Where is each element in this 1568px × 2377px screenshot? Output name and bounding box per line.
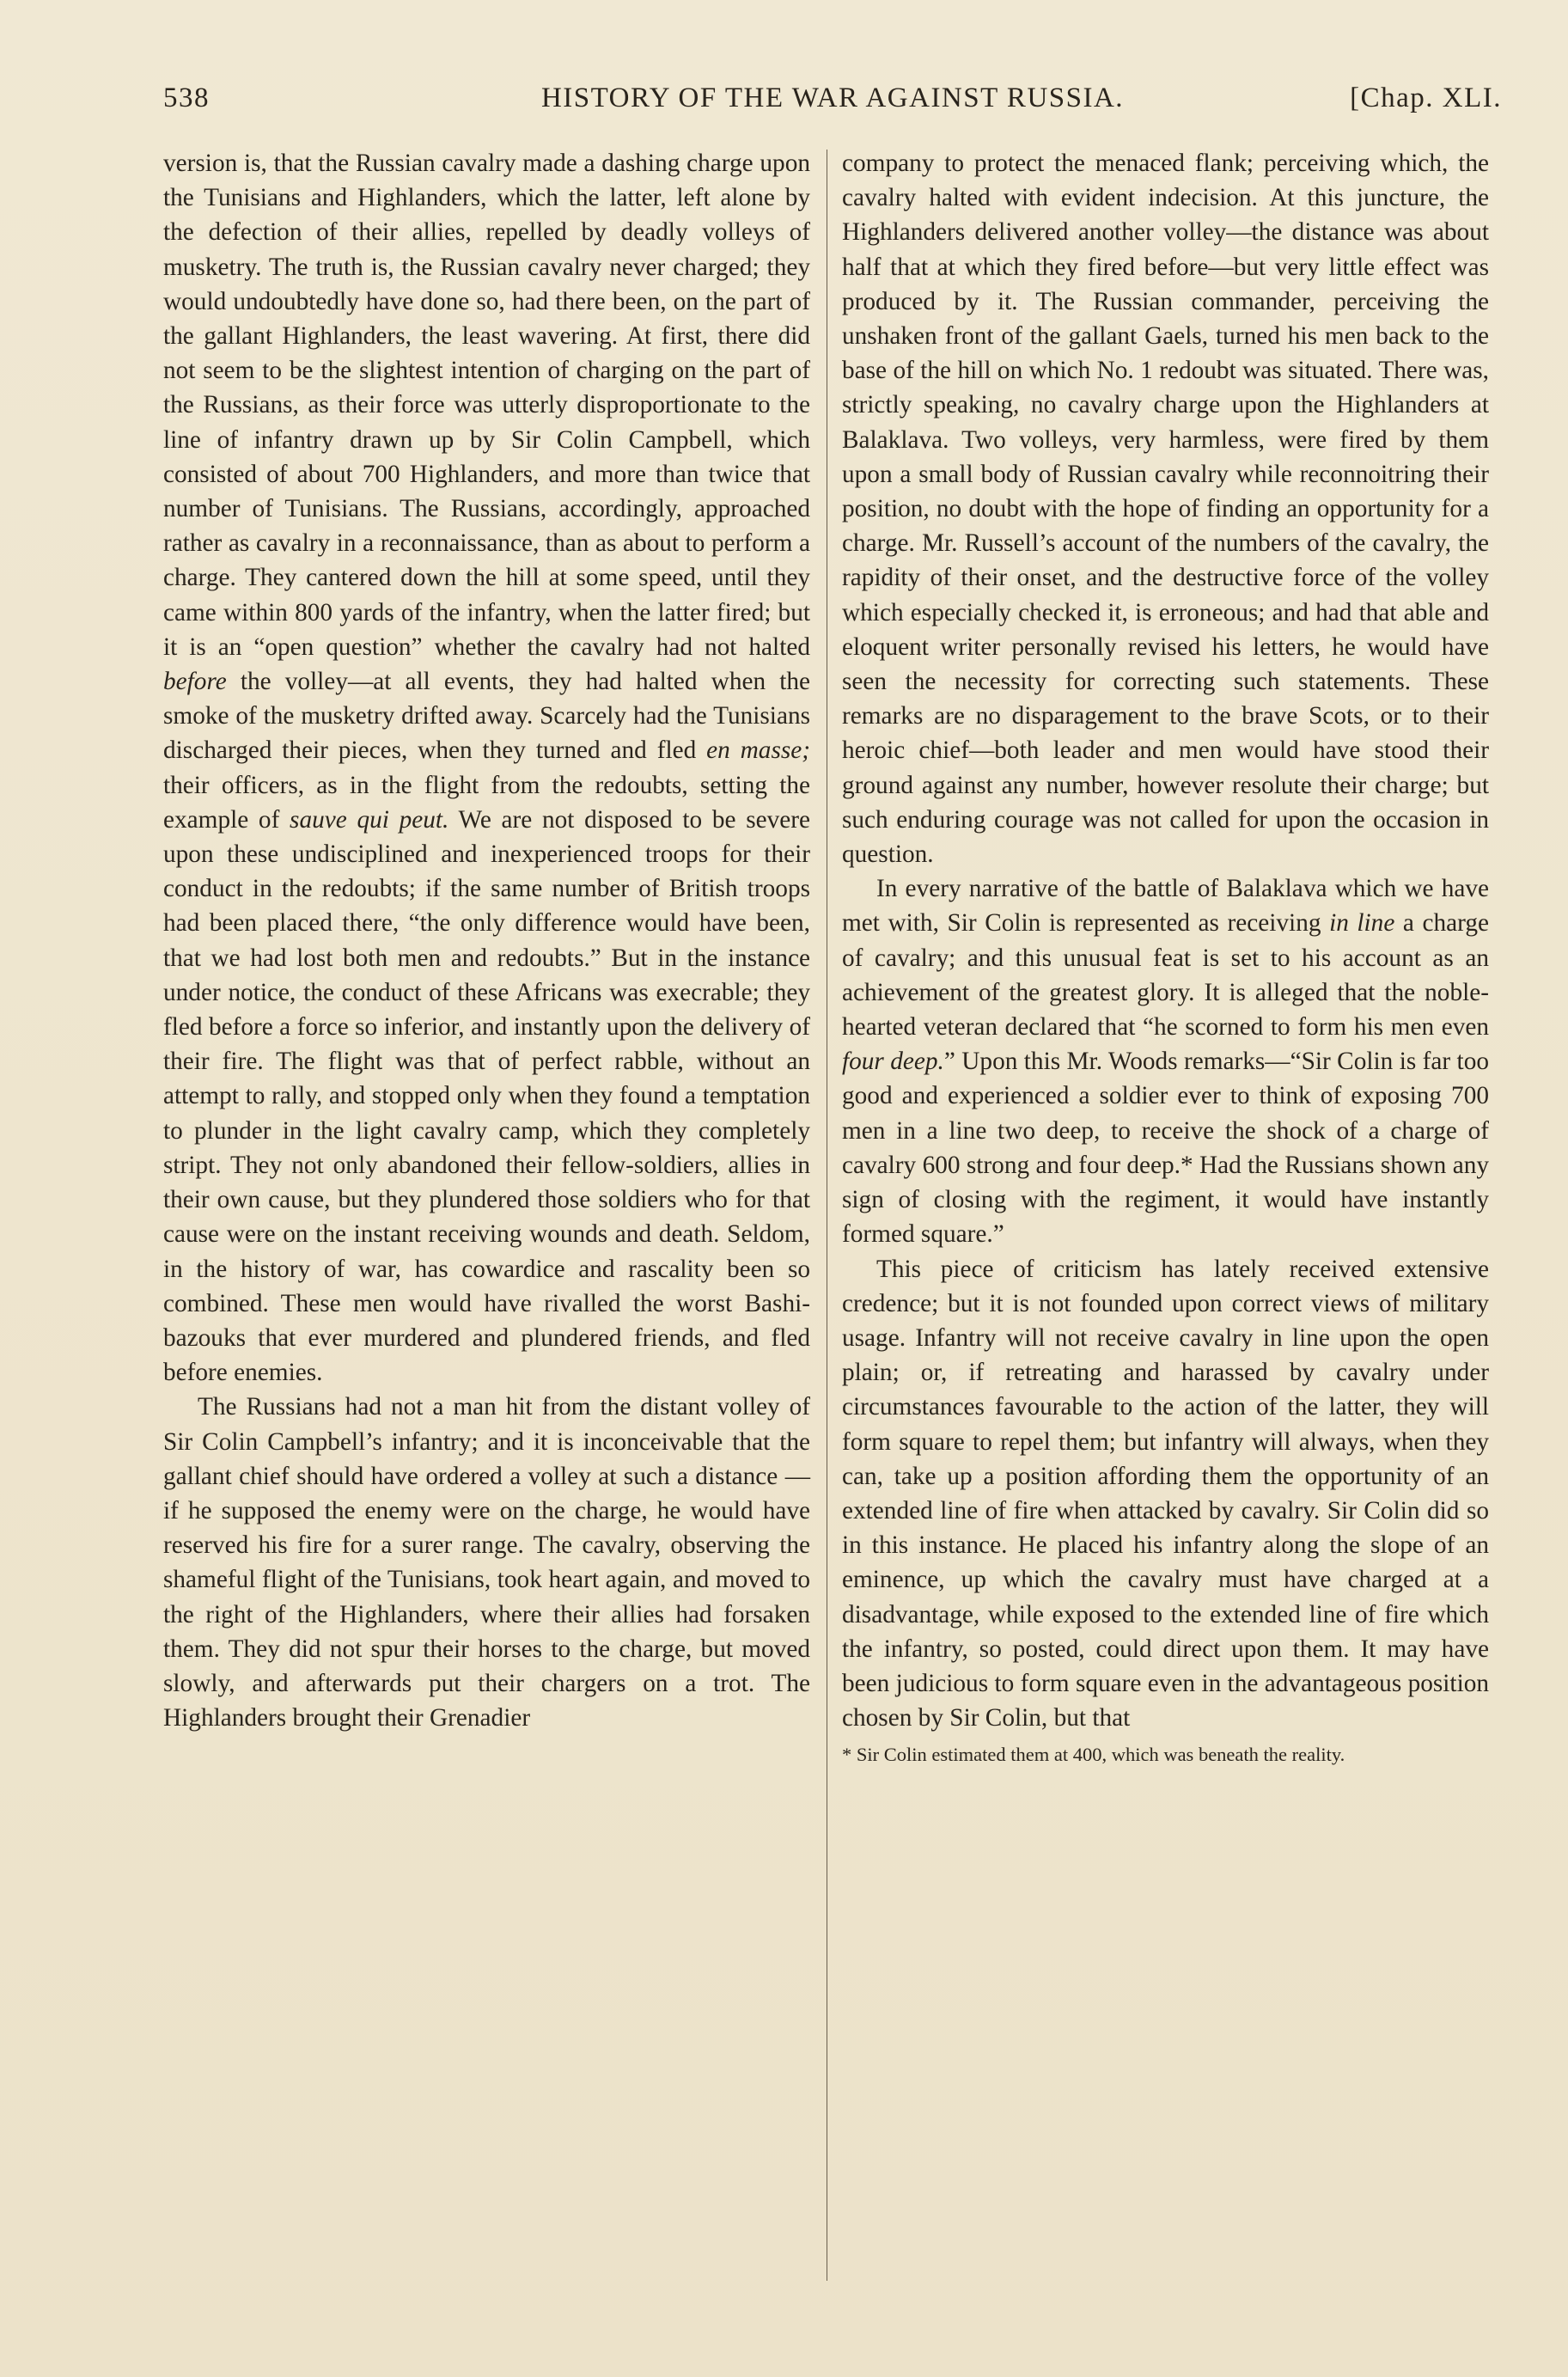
- left-column: [163, 146, 810, 1735]
- running-header: [163, 82, 1502, 125]
- page-number: 538: [163, 82, 210, 113]
- paragraph: This piece of criticism has lately received extensive credence; but it is not founded upon correct views of military usage. Infantry will not receive cavalry in line upon the open plain; or, if retreating and harassed by cavalry under circumstances favourable to the action of the latter, they will form square to repel them; but infantry will always, when they can, take up a position affording them the opportunity of an extended line of fire when attacked by cavalry. Sir Colin did so in this instance. He placed his infantry along the slope of an eminence, up which the cavalry must have charged at a disadvantage, while exposed to the extended line of fire which the infantry, so posted, could direct upon them. It may have been judicious to form square even in the advantageous position chosen by Sir Colin, but that: [842, 1255, 1489, 1732]
- paragraph: company to protect the menaced flank; perceiving which, the cavalry halted with evident indecision. At this juncture, the Highlanders delivered another volley—the distance was about half that at which they fired before—but very little effect was produced by it. The Russian commander, perceiving the unshaken front of the gallant Gaels, turned his men back to the base of the hill on which No. 1 redoubt was situated. There was, strictly speaking, no cavalry charge upon the Highlanders at Balaklava. Two volleys, very harmless, were fired by them upon a small body of Russian cavalry while reconnoitring their position, no doubt with the hope of finding an opportunity for a charge. Mr. Russell’s account of the numbers of the cavalry, the rapidity of their onset, and the destructive force of the volley which especially checked it, is erroneous; and had that able and eloquent writer personally revised his letters, he would have seen the necessity for correcting such statements. These remarks are no disparagement to the brave Scots, or to their heroic chief—both leader and men would have stood their ground against any number, however resolute their charge; but such enduring courage was not called for upon the occasion in question.: [842, 150, 1489, 869]
- paragraph: In every narrative of the battle of Balaklava which we have met with, Sir Colin is represented as receiving in line a charge of cavalry; and this unusual feat is set to his account as an achievement of the greatest glory. It is alleged that the noble-hearted veteran declared that “he scorned to form his men even four deep.” Upon this Mr. Woods remarks—“Sir Colin is far too good and experienced a soldier ever to think of exposing 700 men in a line two deep, to receive the shock of a charge of cavalry 600 strong and four deep.* Had the Russians shown any sign of closing with the regiment, it would have instantly formed square.”: [842, 875, 1489, 1249]
- running-title: HISTORY OF THE WAR AGAINST RUSSIA.: [540, 82, 1125, 113]
- paragraph: version is, that the Russian cavalry made a dashing charge upon the Tunisians and Highlanders, which the latter, left alone by the defection of their allies, repelled by deadly volleys of musketry. The truth is, the Russian cavalry never charged; they would undoubtedly have done so, had there been, on the part of the gallant Highlanders, the least wavering. At first, there did not seem to be the slightest intention of charging on the part of the Russians, as their force was utterly disproportionate to the line of infantry drawn up by Sir Colin Campbell, which consisted of about 700 Highlanders, and more than twice that number of Tunisians. The Russians, accordingly, approached rather as cavalry in a reconnaissance, than as about to perform a charge. They cantered down the hill at some speed, until they came within 800 yards of the infantry, when the latter fired; but it is an “open question” whether the cavalry had not halted before the volley—at all events, they had halted when the smoke of the musketry drifted away. Scarcely had the Tunisians discharged their pieces, when they turned and fled en masse; their officers, as in the flight from the redoubts, setting the example of sauve qui peut. We are not disposed to be severe upon these undisciplined and inexperienced troops for their conduct in the redoubts; if the same number of British troops had been placed there, “the only difference would have been, that we had lost both men and redoubts.” But in the instance under notice, the conduct of these Africans was execrable; they fled before a force so inferior, and instantly upon the delivery of their fire. The flight was that of perfect rabble, without an attempt to rally, and stopped only when they found a temptation to plunder in the light cavalry camp, which they completely stript. They not only abandoned their fellow-soldiers, allies in their own cause, but they plundered those soldiers who for that cause were on the instant receiving wounds and death. Seldom, in the history of war, has cowardice and rascality been so combined. These men would have rivalled the worst Bashi-bazouks that ever murdered and plundered friends, and fled before enemies.: [163, 150, 811, 1387]
- footnote: * Sir Colin estimated them at 400, which was beneath the reality.: [842, 1744, 1345, 1766]
- right-column: [842, 146, 1489, 1768]
- chapter-label: [Chap. XLI.: [1350, 82, 1502, 113]
- paragraph: The Russians had not a man hit from the distant volley of Sir Colin Campbell’s infantry; and it is inconceivable that the gallant chief should have ordered a volley at such a distance —if he supposed the enemy were on the charge, he would have reserved his fire for a surer range. The cavalry, observing the shameful flight of the Tunisians, took heart again, and moved to the right of the Highlanders, where their allies had forsaken them. They did not spur their horses to the charge, but moved slowly, and afterwards put their chargers on a trot. The Highlanders brought their Grenadier: [163, 1393, 810, 1732]
